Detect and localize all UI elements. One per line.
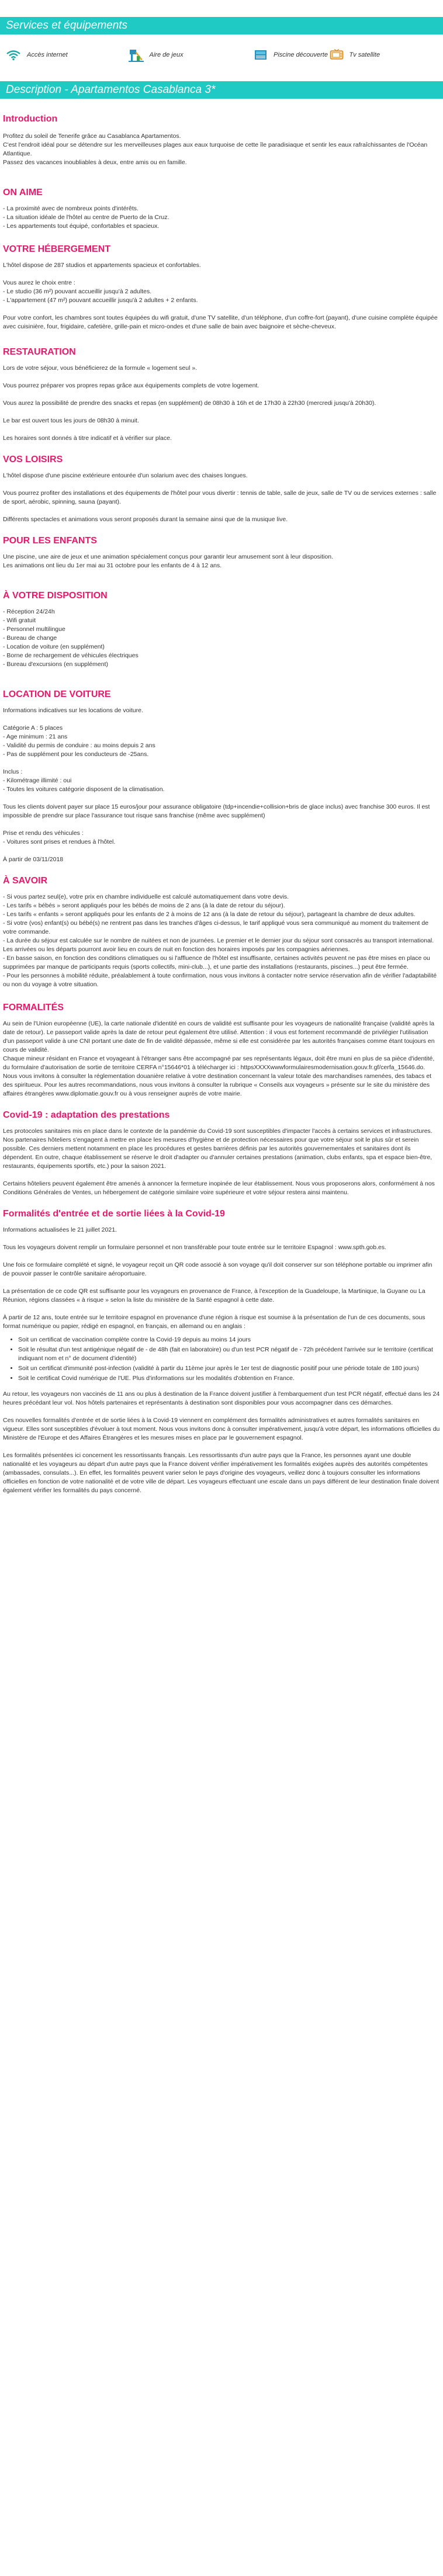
restauration-hours-note: Les horaires sont donnés à titre indicatif et à vérifier sur place.	[3, 435, 172, 442]
description-title: Description - Apartamentos Casablanca 3*	[6, 84, 216, 96]
hebergement-options: Vous aurez le choix entre : - Le studio (36 m²) pouvant accueillir jusqu'à 2 adultes. - L'appartement (47 m²) pouvant accueillir jusqu'à 2 adultes + 2 enfants.	[3, 279, 198, 304]
section-title-disposition: À VOTRE DISPOSITION	[3, 591, 108, 601]
formalites-covid-evolution: Ces nouvelles formalités d'entrée et de sortie liées à la Covid-19 viennent en complément des formalités administratives et autres formalités sanitaires en vigueur. Elles sont susceptibles d'évoluer à tout moment. Nous vous invitons donc à consulter impérativement, jusqu'à votre départ, les informations officielles du Ministère de l'Europe et des Affaires Étrangères et les mesures mises en place par le gouvernement espagnol.	[3, 1417, 440, 1441]
formalites-covid-documents	[3, 1336, 440, 1383]
loisirs-activities: Vous pourrez profiter des installations et des équipements de l'hôtel pour vous divertir : tennis de table, salle de jeux, salle de TV ou de services externes : salle de sport, aérobic, spinning, sauna (payant).	[3, 490, 437, 505]
amenities-list	[0, 34, 443, 65]
amenity-internet	[6, 45, 114, 65]
amenity-label: Piscine découverte	[274, 51, 328, 58]
formalites-covid-qr: Une fois ce formulaire complété et signé, le voyageur reçoit un QR code associé à son voyage qu'il doit conserver sur son téléphone portable ou imprimer afin de pouvoir passer le contrôle sanitaire aéroportuaire.	[3, 1261, 432, 1277]
amenity-label: Aire de jeux	[149, 51, 184, 58]
covid-closure: Certains hôteliers peuvent également être amenés à annoncer la fermeture inopinée de leur établissement. Nous vous proposerons alors, conformément à nos Conditions Générales de Ventes, un hébergement de catégorie similaire voire supérieure et votre séjour restera ainsi maintenu.	[3, 1180, 435, 1196]
formalites-text: Au sein de l'Union européenne (UE), la carte nationale d'identité en cours de validité est suffisante pour les voyageurs de nationalité française (validité après la date de retour). Le passeport valide après la date de retour peut également être utilisé. Attention : il vous est fortement recommandé de privilégier l'utilisation d'un passeport valide à une CNI portant une date de fin de validité dépassée, même si elle est considérée par les autorités françaises comme étant toujours en cours de validité. Chaque mineur résidant en France et voyageant à l'étranger sans être accompagné par ses représentants légaux, doit être muni en plus de sa pièce d'identité, du formulaire d'autorisation de sortie de territoire CERFA n°15646*01 à télécharger ici : httpsXXXXwwwformulairesmodernisation.gouv.fr.gf/cerfa_15646.do. Nous vous invitons à consulter la réglementation douanière relative à votre destination concernant la valeur totale des marchandises ramenées, des tabacs et des spiritueux. Pour les autres recommandations, nous vous invitons à consulter la rubrique « Conseils aux voyageurs » présente sur le site du ministère des affaires étrangères www.diplomatie.gouv.fr ou à vous renseigner auprès de votre mairie.	[3, 1020, 435, 1097]
voiture-intro: Informations indicatives sur les locations de voiture.	[3, 707, 143, 714]
amenity-label: Accès internet	[27, 51, 68, 58]
intro-text: Profitez du soleil de Tenerife grâce au Casablanca Apartamentos. C'est l'endroit idéal pour se détendre sur les merveilleuses plages aux eaux turquoise de cette île paradisiaque et sentir les eaux rafraîchissantes de l'Océan Atlantique. Passez des vacances inoubliables à deux, entre amis ou en famille.	[3, 133, 428, 166]
formalites-covid-date: Informations actualisées le 21 juillet 2021.	[3, 1226, 117, 1233]
services-title: Services et équipements	[6, 19, 128, 32]
section-title-savoir: À SAVOIR	[3, 876, 48, 886]
voiture-insurance: Tous les clients doivent payer sur place 15 euros/jour pour assurance obligatoire (tdp+incendie+collision+bris de glace inclus) avec franchise 300 euros. Il est impossible de prendre sur place l'assurance tout risque sans franchise (même avec supplément)	[3, 803, 430, 819]
section-title-intro: Introduction	[3, 114, 58, 124]
hebergement-comfort: Pour votre confort, les chambres sont toutes équipées du wifi gratuit, d'une TV satellite, d'un téléphone, d'un coffre-fort (payant), d'une cuisine complète équipée avec cuisinière, four, frigidaire, cafetière, grille-pain et micro-ondes et d'une salle de bain avec baignoire et sèche-cheveux.	[3, 314, 438, 330]
covid-protocols: Les protocoles sanitaires mis en place dans le contexte de la pandémie du Covid-19 sont susceptibles d'impacter l'accès à certains services et infrastructures. Nos partenaires hôteliers s'engagent à mettre en place les mesures d'hygiène et de protection nécessaires pour que votre séjour soit le plus sûr et serein possible. Ces derniers mettent notamment en place les procédures et gestes barrières définis par les autorités gouvernementales et sanitaires dont ils dépendent. En outre, chaque établissement se réserve le droit d'adapter ou d'annuler certaines prestations (animation, clubs enfants, spa et espace bien-être, restaurants, équipements sportifs, etc.) pour la saison 2021.	[3, 1128, 432, 1170]
section-title-formalites-covid: Formalités d'entrée et de sortie liées à la Covid-19	[3, 1209, 225, 1219]
section-title-hebergement: VOTRE HÉBERGEMENT	[3, 244, 111, 254]
aime-text: - La proximité avec de nombreux points d'intérêts. - La situation idéale de l'hôtel au centre de Puerto de la Cruz. - Les appartements tout équipé, confortables et spacieux.	[3, 205, 169, 230]
section-title-loisirs: VOS LOISIRS	[3, 455, 63, 464]
voiture-date: À partir de 03/11/2018	[3, 856, 64, 863]
pool-icon	[254, 49, 268, 61]
amenity-pool	[254, 45, 330, 65]
amenity-playground	[129, 45, 222, 65]
list-item: • Soit le certificat Covid numérique de l'UE. Plus d'informations sur les modalités d'obtention en France.	[18, 1374, 440, 1383]
description-header-bar	[0, 81, 443, 99]
loisirs-shows: Différents spectacles et animations vous seront proposés durant la semaine ainsi que de la musique live.	[3, 516, 288, 523]
disposition-list: - Réception 24/24h - Wifi gratuit - Personnel multilingue - Bureau de change - Location de voiture (en supplément) - Borne de rechargement de véhicules électriques - Bureau d'excursions (en supplément)	[3, 608, 139, 668]
playground-icon	[129, 48, 144, 62]
tv-icon	[330, 49, 344, 61]
voiture-pickup: Prise et rendu des véhicules : - Voitures sont prises et rendues à l'hôtel.	[3, 830, 116, 845]
services-header-bar	[0, 17, 443, 34]
list-item: • Soit un certificat de vaccination complète contre la Covid-19 depuis au moins 14 jours	[18, 1336, 440, 1344]
formalites-covid-risk: À partir de 12 ans, toute entrée sur le territoire espagnol en provenance d'une région à risque est soumise à la présentation de l'un de ces documents, sous format numérique ou papier, rédigé en espagnol, en français, en allemand ou en anglais :	[3, 1314, 425, 1330]
amenity-label: Tv satellite	[349, 51, 380, 58]
formalites-covid-nationals: Les formalités présentées ici concernent les ressortissants français. Les ressortissants d'un autre pays que la France, les personnes ayant une double nationalité et les voyageurs au départ d'un autre pays que la France doivent vérifier impérativement les formalités exigées auprès des autorités compétentes (ambassades, consulats...). En effet, les formalités peuvent varier selon le pays d'origine des voyageurs, veillez donc à toujours consulter les informations officielles en fonction de votre nationalité et de votre ville de départ. Les voyageurs effectuant une escale dans un pays différent de leur destination finale doivent également vérifier les formalités du pays concerné.	[3, 1452, 439, 1494]
savoir-text: - Si vous partez seul(e), votre prix en chambre individuelle est calculé automatiquement dans votre devis. - Les tarifs « bébés » seront appliqués pour les bébés de moins de 2 ans (à la date de retour du séjour). - Les tarifs « enfants » seront appliqués pour les enfants de 2 à moins de 12 ans (à la date de retour du séjour), partageant la chambre de deux adultes. - Si votre (vos) enfant(s) ou bébé(s) ne rentrent pas dans les tranches d'âges ci-dessus, le tarif appliqué vous sera communiqué au moment du traitement de votre commande. - La durée du séjour est calculée sur le nombre de nuitées et non de journées. Le premier et le dernier jour du séjour sont consacrés au transport international. Les arrivées ou les départs pourront avoir lieu en cours de nuit en fonction des horaires imposés par les compagnies aériennes. - En basse saison, en fonction des conditions climatiques ou si l'affluence de l'hôtel est insuffisante, certaines activités peuvent ne pas être mises en place ou supprimées par manque de participants requis (sports collectifs, mini-club...), et une partie des installations (restaurants, piscines...) peut être fermée. - Pour les personnes à mobilité réduite, préalablement à toute confirmation, nous vous invitons à contacter notre service réservation afin de vérifier l'adaptabilité ou non du voyage à votre situation.	[3, 893, 437, 988]
amenity-tv	[330, 45, 438, 65]
voiture-included: Inclus : - Kilométrage illimité : oui - Toutes les voitures catégorie disposent de la climatisation.	[3, 768, 165, 793]
section-title-voiture: LOCATION DE VOITURE	[3, 689, 111, 699]
restauration-formula: Lors de votre séjour, vous bénéficierez de la formule « logement seul ».	[3, 365, 198, 372]
hebergement-intro: L'hôtel dispose de 287 studios et appartements spacieux et confortables.	[3, 262, 201, 269]
section-title-aime: ON AIME	[3, 188, 43, 197]
description-content	[0, 113, 443, 1495]
enfants-text: Une piscine, une aire de jeux et une animation spécialement conçus pour garantir leur amusement sont à leur disposition. Les animations ont lieu du 1er mai au 31 octobre pour les enfants de 4 à 12 ans.	[3, 553, 333, 569]
restauration-cooking: Vous pourrez préparer vos propres repas grâce aux équipements complets de votre logement.	[3, 382, 259, 389]
list-item: • Soit un certificat d'immunité post-infection (validité à partir du 11ème jour après le 1er test de diagnostic positif pour une période totale de 180 jours)	[18, 1364, 440, 1373]
voiture-category: Catégorie A : 5 places - Age minimum : 21 ans - Validité du permis de conduire : au moins depuis 2 ans - Pas de supplément pour les conducteurs de -25ans.	[3, 724, 155, 758]
restauration-snacks: Vous aurez la possibilité de prendre des snacks et repas (en supplément) de 08h30 à 16h et de 17h30 à 22h30 (mercredi jusqu'à 20h30).	[3, 400, 376, 407]
restauration-bar: Le bar est ouvert tous les jours de 08h30 à minuit.	[3, 417, 139, 424]
list-item: • Soit le résultat d'un test antigénique négatif de - de 48h (fait en laboratoire) ou d'un test PCR négatif de - 72h précédent l'arrivée sur le territoire (certificat indiquant nom et n° de document d'identité)	[18, 1346, 440, 1363]
section-title-enfants: POUR LES ENFANTS	[3, 536, 97, 546]
formalites-covid-form: Tous les voyageurs doivent remplir un formulaire personnel et non transférable pour toute entrée sur le territoire Espagnol : www.spth.gob.es.	[3, 1244, 387, 1251]
wifi-icon	[6, 49, 21, 61]
formalites-covid-france: La présentation de ce code QR est suffisante pour les voyageurs en provenance de France, à l'exception de la Guadeloupe, la Martinique, la Guyane ou La Réunion, régions classées « à risque » selon la liste du ministère de la Santé espagnol à cette date.	[3, 1288, 425, 1303]
section-title-restauration: RESTAURATION	[3, 347, 76, 357]
loisirs-pool: L'hôtel dispose d'une piscine extérieure entourée d'un solarium avec des chaises longues.	[3, 472, 248, 479]
section-title-covid: Covid-19 : adaptation des prestations	[3, 1110, 170, 1120]
formalites-covid-return: Au retour, les voyageurs non vaccinés de 11 ans ou plus à destination de la France doivent justifier à l'embarquement d'un test PCR négatif, effectué dans les 24 heures précédant leur vol. Nos hôtels partenaires et représentants à destination sont disponibles pour vous accompagner dans ces démarches.	[3, 1391, 440, 1406]
section-title-formalites: FORMALITÉS	[3, 1003, 64, 1013]
